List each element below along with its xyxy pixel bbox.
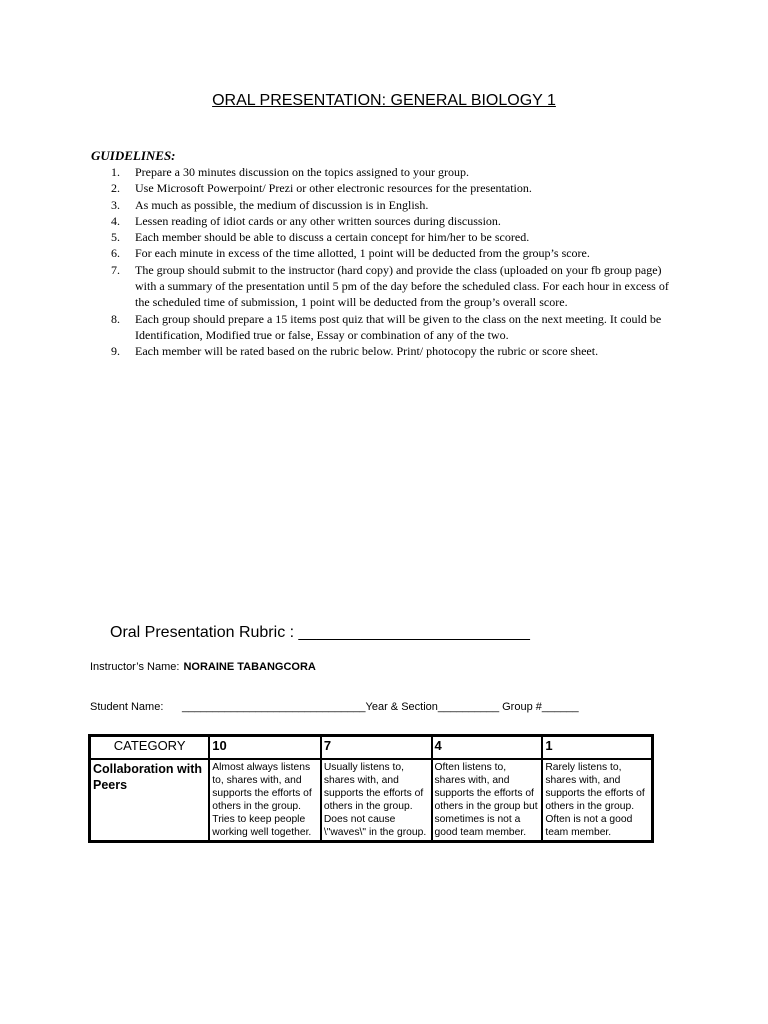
header-score-4: 4	[432, 736, 543, 759]
instructor-label: Instructor’s Name:	[90, 661, 180, 673]
list-item: 2. Use Microsoft Powerpoint/ Prezi or other electronic resources for the presentation.	[111, 181, 532, 196]
table-cell: Almost always listens to, shares with, and supports the efforts of others in the group. Tries to keep people working well together.	[209, 759, 321, 841]
rubric-heading: Oral Presentation Rubric : __________________________	[110, 624, 530, 641]
instructor-line	[90, 661, 316, 673]
rubric-table	[88, 734, 654, 843]
document-title: ORAL PRESENTATION: GENERAL BIOLOGY 1	[212, 92, 556, 109]
table-cell: Usually listens to, shares with, and supports the efforts of others in the group. Does not cause \"waves\" in the group.	[321, 759, 432, 841]
table-row	[90, 759, 652, 841]
list-item: 1. Prepare a 30 minutes discussion on the topics assigned to your group.	[111, 165, 469, 179]
header-score-7: 7	[321, 736, 432, 759]
list-item: 6. For each minute in excess of the time allotted, 1 point will be deducted from the group’s score.	[111, 246, 590, 261]
instructor-name: NORAINE TABANGCORA	[183, 661, 316, 673]
table-cell: Rarely listens to, shares with, and supports the efforts of others in the group. Often is not a good team member.	[542, 759, 652, 841]
student-fill-blanks: ______________________________Year & Section__________ Group #______	[182, 701, 579, 713]
header-category: CATEGORY	[90, 736, 209, 759]
list-item: 4. Lessen reading of idiot cards or any other written sources during discussion.	[111, 213, 501, 228]
category-name: Collaboration with Peers	[90, 759, 209, 841]
guidelines-heading: GUIDELINES:	[91, 148, 176, 163]
list-item: 7. The group should submit to the instructor (hard copy) and provide the class (uploaded on your fb group page) with a summary of the presentation until 5 pm of the day before the scheduled class. For each hour in excess of the scheduled time of submission, 1 point will be deducted from the group’s overall score.	[111, 262, 669, 310]
guidelines-list	[111, 164, 675, 360]
header-score-1: 1	[542, 736, 652, 759]
list-item: 3. As much as possible, the medium of discussion is in English.	[111, 197, 429, 212]
student-info-line	[90, 701, 579, 713]
header-score-10: 10	[209, 736, 321, 759]
table-header-row	[90, 736, 652, 759]
list-item: 9. Each member will be rated based on the rubric below. Print/ photocopy the rubric or score sheet.	[111, 344, 599, 359]
list-item: 8. Each group should prepare a 15 items post quiz that will be given to the class on the next meeting. It could be Identification, Modified true or false, Essay or combination of any of the two.	[111, 311, 662, 342]
list-item: 5. Each member should be able to discuss a certain concept for him/her to be scored.	[111, 230, 530, 245]
table-cell: Often listens to, shares with, and supports the efforts of others in the group but sometimes is not a good team member.	[432, 759, 543, 841]
student-name-label: Student Name:	[90, 701, 164, 713]
